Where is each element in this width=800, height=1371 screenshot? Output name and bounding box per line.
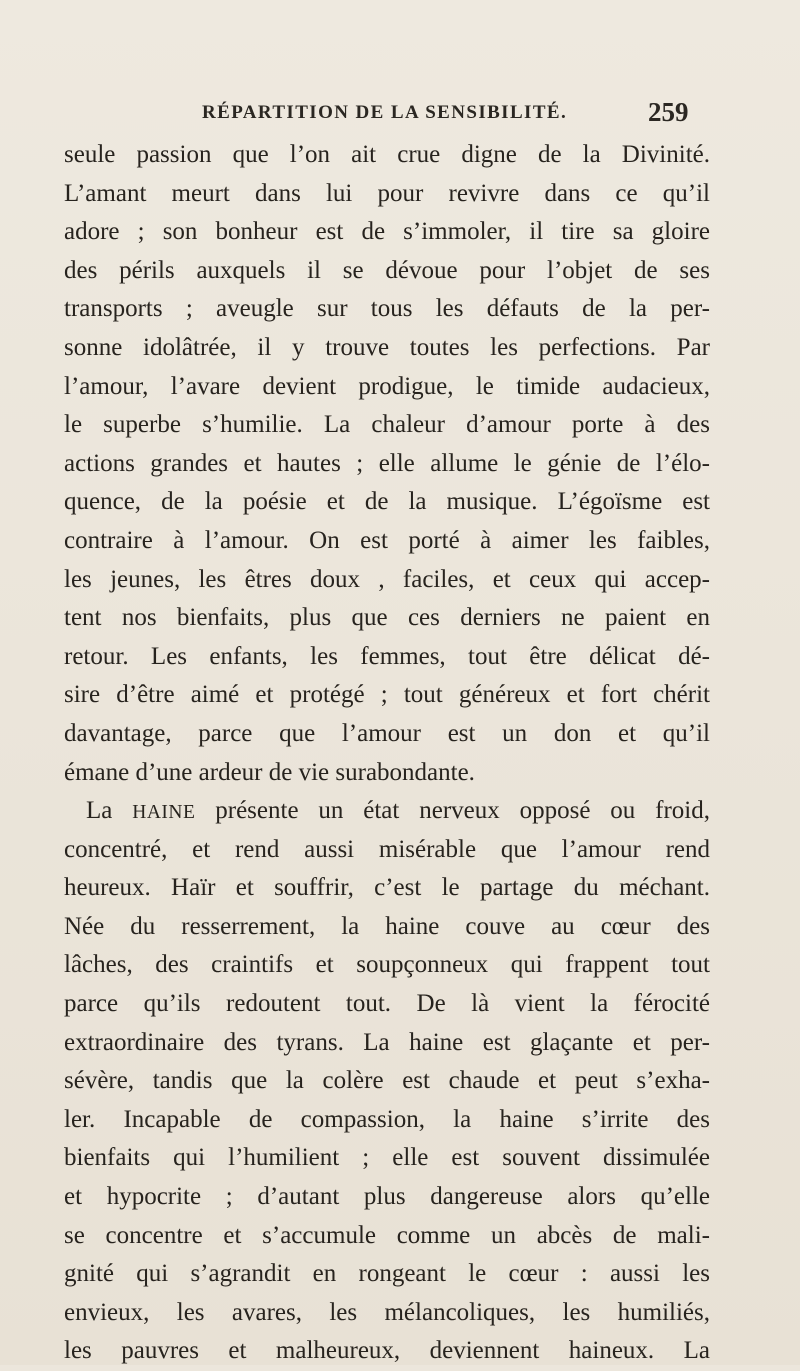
- text-line: les jeunes, les êtres doux , faciles, et ceux qui accep-: [64, 565, 710, 593]
- text-line: transports ; aveugle sur tous les défauts de la per-: [64, 295, 710, 323]
- text-line: se concentre et s’accumule comme un abcès de mali-: [64, 1221, 710, 1249]
- text-line: bienfaits qui l’humilient ; elle est souvent dissimulée: [64, 1144, 710, 1172]
- text-line: envieux, les avares, les mélancoliques, les humiliés,: [64, 1298, 710, 1326]
- page-number: 259: [648, 97, 689, 127]
- text-run: La: [86, 797, 133, 825]
- text-line: Née du resserrement, la haine couve au cœur des: [64, 912, 710, 940]
- text-line: sire d’être aimé et protégé ; tout généreux et fort chérit: [64, 681, 710, 709]
- text-line: davantage, parce que l’amour est un don et qu’il: [64, 719, 710, 747]
- text-line: retour. Les enfants, les femmes, tout être délicat dé-: [64, 642, 710, 670]
- text-line: tent nos bienfaits, plus que ces derniers ne paient en: [64, 604, 710, 632]
- text-line: concentré, et rend aussi misérable que l’amour rend: [64, 835, 710, 863]
- text-line: seule passion que l’on ait crue digne de la Divinité.: [64, 141, 710, 168]
- text-line: quence, de la poésie et de la musique. L’égoïsme est: [64, 488, 710, 516]
- paragraph-love: [64, 136, 710, 792]
- text-line: gnité qui s’agrandit en rongeant le cœur : aussi les: [64, 1260, 710, 1288]
- text-line: contraire à l’amour. On est porté à aimer les faibles,: [64, 526, 710, 554]
- text-line: émane d’une ardeur de vie surabondante.: [64, 758, 475, 786]
- text-line: et hypocrite ; d’autant plus dangereuse alors qu’elle: [64, 1183, 710, 1211]
- text-line: heureux. Haïr et souffrir, c’est le partage du méchant.: [64, 874, 710, 902]
- text-line: l’amour, l’avare devient prodigue, le timide audacieux,: [64, 372, 710, 400]
- text-line: des périls auxquels il se dévoue pour l’objet de ses: [64, 256, 710, 284]
- text-line: L’amant meurt dans lui pour revivre dans ce qu’il: [64, 179, 710, 207]
- body-text: [64, 136, 710, 1371]
- smallcaps-term: HAINE: [132, 802, 196, 824]
- text-line: le superbe s’humilie. La chaleur d’amour porte à des: [64, 411, 710, 439]
- text-line: extraordinaire des tyrans. La haine est glaçante et per-: [64, 1028, 710, 1056]
- text-line: parce qu’ils redoutent tout. De là vient la férocité: [64, 990, 710, 1018]
- text-line: adore ; son bonheur est de s’immoler, il tire sa gloire: [64, 218, 710, 246]
- text-run: présente un état nerveux opposé ou froid,: [195, 797, 710, 825]
- text-line: ler. Incapable de compassion, la haine s’irrite des: [64, 1105, 710, 1133]
- paragraph-hate: [64, 792, 710, 1371]
- text-line: les pauvres et malheureux, deviennent haineux. La: [64, 1337, 710, 1365]
- text-line: actions grandes et hautes ; elle allume le génie de l’élo-: [64, 449, 710, 477]
- text-line: sévère, tandis que la colère est chaude et peut s’exha-: [64, 1067, 710, 1095]
- paragraph-first-line: [64, 792, 710, 831]
- running-title: RÉPARTITION DE LA SENSIBILITÉ.: [202, 102, 568, 123]
- text-line: sonne idolâtrée, il y trouve toutes les perfections. Par: [64, 333, 710, 361]
- text-line: lâches, des craintifs et soupçonneux qui frappent tout: [64, 951, 710, 979]
